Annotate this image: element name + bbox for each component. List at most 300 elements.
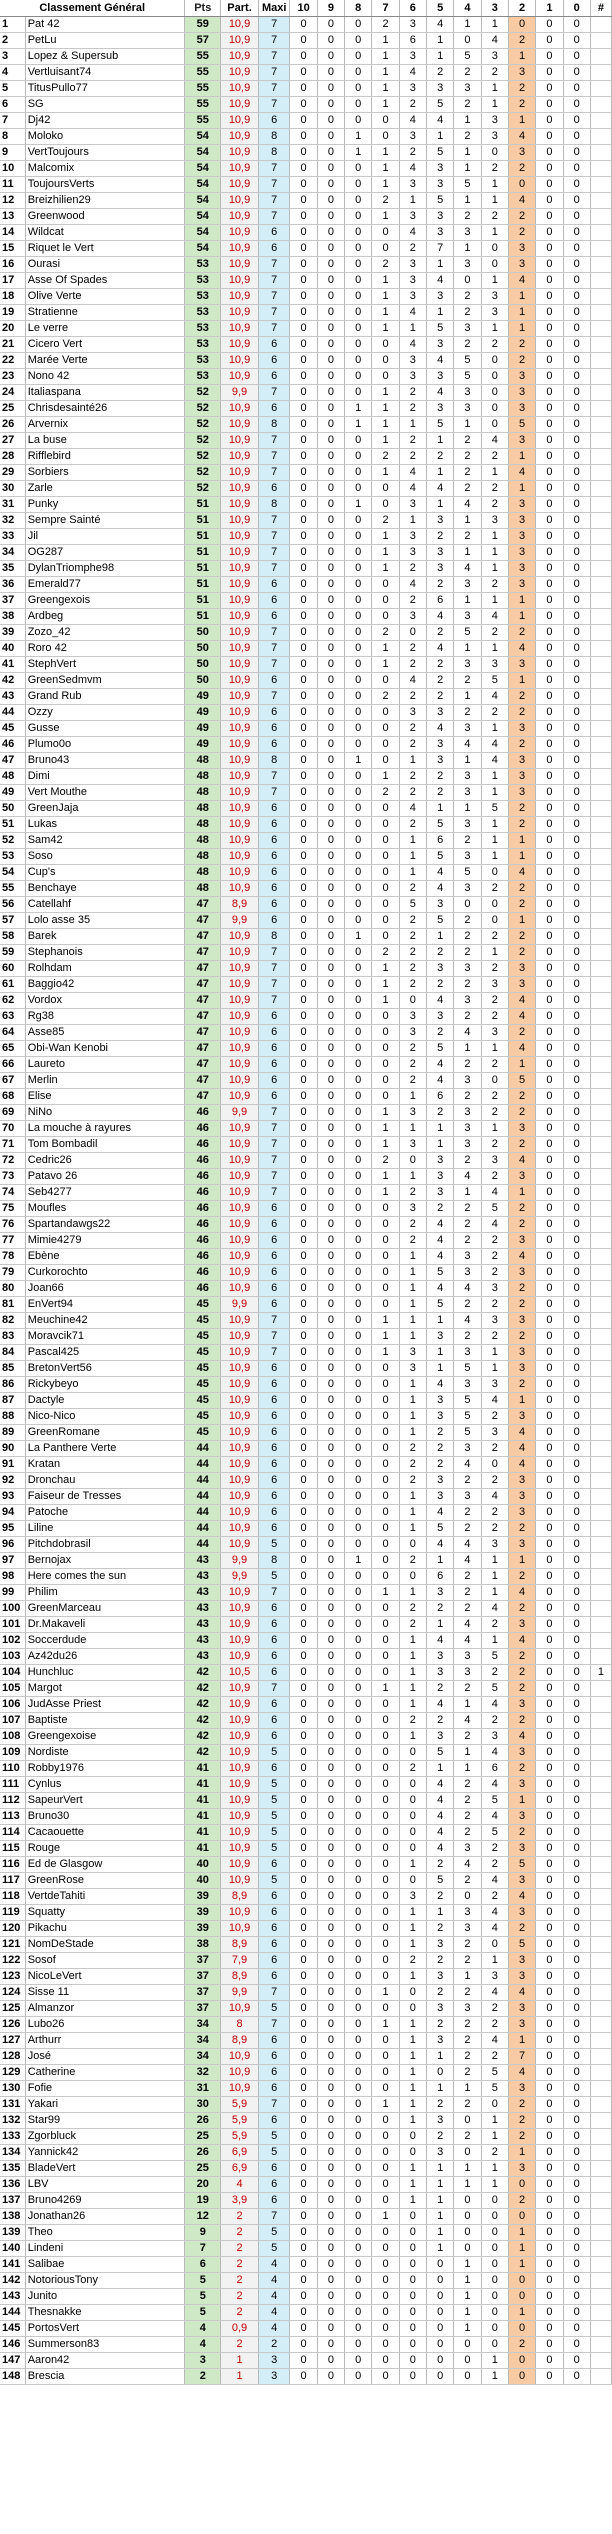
count-8: 0 xyxy=(345,113,372,129)
count-0: 0 xyxy=(563,1713,590,1729)
count-5: 5 xyxy=(427,193,454,209)
count-8: 0 xyxy=(345,2209,372,2225)
maxi-cell: 7 xyxy=(258,1681,290,1697)
count-3: 2 xyxy=(481,1169,508,1185)
count-4: 2 xyxy=(454,2033,481,2049)
rank-cell: 30 xyxy=(0,481,25,497)
count-7: 0 xyxy=(372,497,399,513)
participation-cell: 9,9 xyxy=(221,1553,259,1569)
count-8: 0 xyxy=(345,481,372,497)
count-6: 2 xyxy=(399,1953,426,1969)
count-4: 3 xyxy=(454,849,481,865)
count-10: 0 xyxy=(290,657,317,673)
count-5: 4 xyxy=(427,1697,454,1713)
count-6: 2 xyxy=(399,641,426,657)
count-1: 0 xyxy=(536,177,563,193)
count-7: 0 xyxy=(372,897,399,913)
hash-cell xyxy=(590,1249,611,1265)
count-3: 1 xyxy=(481,545,508,561)
hash-cell xyxy=(590,1969,611,1985)
rank-cell: 31 xyxy=(0,497,25,513)
count-2: 1 xyxy=(508,1793,535,1809)
count-4: 0 xyxy=(454,2353,481,2369)
player-name: Yannick42 xyxy=(25,2145,185,2161)
count-1: 0 xyxy=(536,1585,563,1601)
table-row xyxy=(0,1601,612,1617)
count-5: 1 xyxy=(427,1313,454,1329)
count-8: 0 xyxy=(345,2161,372,2177)
count-9: 0 xyxy=(317,1985,344,2001)
hash-cell xyxy=(590,1905,611,1921)
rank-cell: 20 xyxy=(0,321,25,337)
count-0: 0 xyxy=(563,865,590,881)
hash-cell xyxy=(590,225,611,241)
count-5: 3 xyxy=(427,1473,454,1489)
count-8: 0 xyxy=(345,193,372,209)
maxi-cell: 6 xyxy=(258,865,290,881)
count-10: 0 xyxy=(290,785,317,801)
rank-cell: 34 xyxy=(0,545,25,561)
count-9: 0 xyxy=(317,1857,344,1873)
maxi-cell: 7 xyxy=(258,657,290,673)
rank-cell: 24 xyxy=(0,385,25,401)
count-8: 0 xyxy=(345,1089,372,1105)
count-2: 2 xyxy=(508,2193,535,2209)
count-3: 3 xyxy=(481,1025,508,1041)
maxi-cell: 7 xyxy=(258,625,290,641)
maxi-cell: 6 xyxy=(258,1249,290,1265)
count-10: 0 xyxy=(290,465,317,481)
count-1: 0 xyxy=(536,417,563,433)
points-cell: 44 xyxy=(185,1489,221,1505)
count-4: 3 xyxy=(454,1345,481,1361)
participation-cell: 10,9 xyxy=(221,977,259,993)
count-8: 0 xyxy=(345,2049,372,2065)
count-8: 0 xyxy=(345,833,372,849)
points-cell: 53 xyxy=(185,289,221,305)
count-6: 4 xyxy=(399,305,426,321)
participation-cell: 10,9 xyxy=(221,1441,259,1457)
count-1: 0 xyxy=(536,1633,563,1649)
count-4: 0 xyxy=(454,2209,481,2225)
count-7: 0 xyxy=(372,721,399,737)
maxi-cell: 5 xyxy=(258,1825,290,1841)
maxi-cell: 5 xyxy=(258,2225,290,2241)
count-4: 2 xyxy=(454,2065,481,2081)
rank-cell: 127 xyxy=(0,2033,25,2049)
hash-cell xyxy=(590,2193,611,2209)
points-cell: 46 xyxy=(185,1169,221,1185)
table-row xyxy=(0,225,612,241)
maxi-cell: 6 xyxy=(258,2033,290,2049)
count-0: 0 xyxy=(563,209,590,225)
points-cell: 52 xyxy=(185,417,221,433)
count-8: 0 xyxy=(345,1889,372,1905)
points-cell: 46 xyxy=(185,1217,221,1233)
count-3: 3 xyxy=(481,1969,508,1985)
participation-cell: 10,9 xyxy=(221,1649,259,1665)
table-row xyxy=(0,1361,612,1377)
count-0: 0 xyxy=(563,2161,590,2177)
hash-cell xyxy=(590,2209,611,2225)
participation-cell: 10,9 xyxy=(221,1617,259,1633)
player-name: Zgorbluck xyxy=(25,2129,185,2145)
count-5: 1 xyxy=(427,1361,454,1377)
count-0: 0 xyxy=(563,1537,590,1553)
rank-cell: 56 xyxy=(0,897,25,913)
count-2: 3 xyxy=(508,1745,535,1761)
count-7: 0 xyxy=(372,1009,399,1025)
table-row xyxy=(0,2225,612,2241)
rank-cell: 23 xyxy=(0,369,25,385)
count-3: 3 xyxy=(481,129,508,145)
count-2: 0 xyxy=(508,177,535,193)
points-cell: 51 xyxy=(185,593,221,609)
maxi-cell: 6 xyxy=(258,1089,290,1105)
rank-cell: 7 xyxy=(0,113,25,129)
count-8: 0 xyxy=(345,817,372,833)
count-5: 0 xyxy=(427,2273,454,2289)
count-9: 0 xyxy=(317,2097,344,2113)
count-9: 0 xyxy=(317,2257,344,2273)
count-3: 1 xyxy=(481,2113,508,2129)
count-10: 0 xyxy=(290,1569,317,1585)
hash-cell xyxy=(590,2113,611,2129)
count-8: 0 xyxy=(345,1825,372,1841)
count-9: 0 xyxy=(317,449,344,465)
participation-cell: 1 xyxy=(221,2369,259,2385)
table-row xyxy=(0,1681,612,1697)
count-4: 3 xyxy=(454,225,481,241)
count-10: 0 xyxy=(290,977,317,993)
count-8: 0 xyxy=(345,1345,372,1361)
count-7: 0 xyxy=(372,753,399,769)
count-4: 2 xyxy=(454,1585,481,1601)
player-name: Zozo_42 xyxy=(25,625,185,641)
count-4: 2 xyxy=(454,977,481,993)
count-3: 0 xyxy=(481,2225,508,2241)
maxi-cell: 7 xyxy=(258,529,290,545)
count-9: 0 xyxy=(317,65,344,81)
count-0: 0 xyxy=(563,2033,590,2049)
count-8: 0 xyxy=(345,2353,372,2369)
count-2: 3 xyxy=(508,1265,535,1281)
count-4: 4 xyxy=(454,1457,481,1473)
count-4: 2 xyxy=(454,1985,481,2001)
points-cell: 40 xyxy=(185,1857,221,1873)
count-10: 0 xyxy=(290,929,317,945)
hash-cell xyxy=(590,1537,611,1553)
count-10: 0 xyxy=(290,2113,317,2129)
count-10: 0 xyxy=(290,2129,317,2145)
count-5: 2 xyxy=(427,625,454,641)
points-cell: 26 xyxy=(185,2113,221,2129)
participation-cell: 0,9 xyxy=(221,2321,259,2337)
player-name: Obi-Wan Kenobi xyxy=(25,1041,185,1057)
count-2: 3 xyxy=(508,1121,535,1137)
count-8: 0 xyxy=(345,721,372,737)
participation-cell: 2 xyxy=(221,2257,259,2273)
count-5: 2 xyxy=(427,2129,454,2145)
count-1: 0 xyxy=(536,2369,563,2385)
count-0: 0 xyxy=(563,1985,590,2001)
count-3: 3 xyxy=(481,1281,508,1297)
participation-cell: 10,9 xyxy=(221,1633,259,1649)
count-2: 1 xyxy=(508,2305,535,2321)
count-10: 0 xyxy=(290,1649,317,1665)
player-name: Punky xyxy=(25,497,185,513)
count-9: 0 xyxy=(317,2273,344,2289)
rank-cell: 129 xyxy=(0,2065,25,2081)
points-cell: 30 xyxy=(185,2097,221,2113)
maxi-cell: 7 xyxy=(258,273,290,289)
count-8: 0 xyxy=(345,993,372,1009)
count-6: 1 xyxy=(399,1585,426,1601)
participation-cell: 2 xyxy=(221,2241,259,2257)
count-7: 0 xyxy=(372,2337,399,2353)
count-5: 4 xyxy=(427,1841,454,1857)
count-2: 3 xyxy=(508,529,535,545)
table-row xyxy=(0,1217,612,1233)
table-row xyxy=(0,193,612,209)
count-6: 2 xyxy=(399,1617,426,1633)
rank-cell: 49 xyxy=(0,785,25,801)
count-3: 5 xyxy=(481,1793,508,1809)
player-name: Moravcik71 xyxy=(25,1329,185,1345)
count-4: 2 xyxy=(454,1793,481,1809)
maxi-cell: 6 xyxy=(258,481,290,497)
count-4: 5 xyxy=(454,865,481,881)
count-7: 0 xyxy=(372,1297,399,1313)
count-1: 0 xyxy=(536,865,563,881)
hash-cell xyxy=(590,2049,611,2065)
count-6: 1 xyxy=(399,1489,426,1505)
count-9: 0 xyxy=(317,1425,344,1441)
count-9: 0 xyxy=(317,913,344,929)
count-6: 0 xyxy=(399,2369,426,2385)
count-5: 1 xyxy=(427,1617,454,1633)
count-1: 0 xyxy=(536,1857,563,1873)
points-cell: 37 xyxy=(185,1969,221,1985)
table-row xyxy=(0,753,612,769)
points-cell: 43 xyxy=(185,1585,221,1601)
count-8: 0 xyxy=(345,1633,372,1649)
count-8: 0 xyxy=(345,81,372,97)
count-10: 0 xyxy=(290,1617,317,1633)
count-4: 4 xyxy=(454,1857,481,1873)
count-0: 0 xyxy=(563,481,590,497)
count-1: 0 xyxy=(536,721,563,737)
participation-cell: 10,9 xyxy=(221,641,259,657)
count-9: 0 xyxy=(317,2225,344,2241)
count-6: 0 xyxy=(399,1825,426,1841)
count-1: 0 xyxy=(536,1073,563,1089)
player-name: Meuchine42 xyxy=(25,1313,185,1329)
count-10: 0 xyxy=(290,993,317,1009)
count-9: 0 xyxy=(317,1617,344,1633)
participation-cell: 10,9 xyxy=(221,2001,259,2017)
hash-cell xyxy=(590,1425,611,1441)
count-0: 0 xyxy=(563,849,590,865)
maxi-cell: 6 xyxy=(258,113,290,129)
count-3: 2 xyxy=(481,1713,508,1729)
participation-cell: 10,9 xyxy=(221,785,259,801)
count-4: 3 xyxy=(454,2001,481,2017)
participation-cell: 10,9 xyxy=(221,849,259,865)
count-10: 0 xyxy=(290,1473,317,1489)
maxi-cell: 6 xyxy=(258,353,290,369)
count-8: 0 xyxy=(345,1985,372,2001)
count-5: 5 xyxy=(427,1521,454,1537)
count-2: 1 xyxy=(508,609,535,625)
maxi-cell: 6 xyxy=(258,2177,290,2193)
participation-cell: 10,9 xyxy=(221,817,259,833)
count-7: 0 xyxy=(372,1057,399,1073)
count-10: 0 xyxy=(290,753,317,769)
count-3: 2 xyxy=(481,1889,508,1905)
table-row xyxy=(0,385,612,401)
hash-cell xyxy=(590,2065,611,2081)
count-8: 0 xyxy=(345,177,372,193)
count-0: 0 xyxy=(563,929,590,945)
count-7: 0 xyxy=(372,1633,399,1649)
hash-cell xyxy=(590,561,611,577)
count-9: 0 xyxy=(317,833,344,849)
count-1: 0 xyxy=(536,1377,563,1393)
count-9: 0 xyxy=(317,81,344,97)
maxi-cell: 6 xyxy=(258,1921,290,1937)
count-9: 0 xyxy=(317,945,344,961)
count-10: 0 xyxy=(290,1281,317,1297)
count-0: 0 xyxy=(563,689,590,705)
count-0: 0 xyxy=(563,2193,590,2209)
count-4: 1 xyxy=(454,1041,481,1057)
count-6: 2 xyxy=(399,769,426,785)
count-7: 0 xyxy=(372,1713,399,1729)
count-8: 0 xyxy=(345,801,372,817)
count-3: 4 xyxy=(481,1809,508,1825)
table-row xyxy=(0,1233,612,1249)
count-7: 0 xyxy=(372,2273,399,2289)
count-7: 1 xyxy=(372,1185,399,1201)
count-3: 1 xyxy=(481,849,508,865)
count-2: 3 xyxy=(508,385,535,401)
count-5: 5 xyxy=(427,817,454,833)
count-0: 0 xyxy=(563,577,590,593)
maxi-cell: 7 xyxy=(258,1137,290,1153)
count-1: 0 xyxy=(536,913,563,929)
count-0: 0 xyxy=(563,1329,590,1345)
count-9: 0 xyxy=(317,1569,344,1585)
table-row xyxy=(0,1105,612,1121)
count-3: 2 xyxy=(481,2049,508,2065)
points-cell: 48 xyxy=(185,849,221,865)
count-2: 2 xyxy=(508,1025,535,1041)
count-1: 0 xyxy=(536,1345,563,1361)
player-name: Salibae xyxy=(25,2257,185,2273)
count-1: 0 xyxy=(536,817,563,833)
points-cell: 44 xyxy=(185,1537,221,1553)
count-5: 2 xyxy=(427,1953,454,1969)
participation-cell: 10,9 xyxy=(221,657,259,673)
points-cell: 49 xyxy=(185,737,221,753)
count-1: 0 xyxy=(536,1985,563,2001)
count-2: 2 xyxy=(508,337,535,353)
count-7: 0 xyxy=(372,1409,399,1425)
count-6: 1 xyxy=(399,1409,426,1425)
hash-cell xyxy=(590,1505,611,1521)
count-2: 3 xyxy=(508,785,535,801)
count-8: 1 xyxy=(345,753,372,769)
count-7: 0 xyxy=(372,1425,399,1441)
points-cell: 55 xyxy=(185,49,221,65)
hash-cell xyxy=(590,481,611,497)
count-7: 1 xyxy=(372,769,399,785)
count-9: 0 xyxy=(317,113,344,129)
rank-cell: 59 xyxy=(0,945,25,961)
count-6: 4 xyxy=(399,65,426,81)
rank-cell: 33 xyxy=(0,529,25,545)
maxi-cell: 6 xyxy=(258,2049,290,2065)
maxi-cell: 6 xyxy=(258,1713,290,1729)
rank-cell: 21 xyxy=(0,337,25,353)
count-2: 2 xyxy=(508,1825,535,1841)
count-1: 0 xyxy=(536,833,563,849)
hash-cell xyxy=(590,2145,611,2161)
participation-cell: 10,9 xyxy=(221,161,259,177)
count-10: 0 xyxy=(290,1729,317,1745)
count-7: 1 xyxy=(372,1313,399,1329)
count-0: 0 xyxy=(563,1777,590,1793)
count-4: 2 xyxy=(454,2097,481,2113)
points-cell: 25 xyxy=(185,2129,221,2145)
count-9: 0 xyxy=(317,2369,344,2385)
count-10: 0 xyxy=(290,561,317,577)
player-name: Bruno43 xyxy=(25,753,185,769)
count-2: 0 xyxy=(508,2289,535,2305)
count-8: 0 xyxy=(345,625,372,641)
count-9: 0 xyxy=(317,865,344,881)
points-cell: 20 xyxy=(185,2177,221,2193)
count-10: 0 xyxy=(290,97,317,113)
count-8: 0 xyxy=(345,2241,372,2257)
points-cell: 53 xyxy=(185,257,221,273)
count-2: 2 xyxy=(508,81,535,97)
rank-cell: 75 xyxy=(0,1201,25,1217)
table-row xyxy=(0,273,612,289)
participation-cell: 10,9 xyxy=(221,2065,259,2081)
count-4: 3 xyxy=(454,321,481,337)
count-0: 0 xyxy=(563,1665,590,1681)
rank-cell: 131 xyxy=(0,2097,25,2113)
table-row xyxy=(0,161,612,177)
table-row xyxy=(0,2257,612,2273)
player-name: Dr.Makaveli xyxy=(25,1617,185,1633)
count-0: 0 xyxy=(563,1057,590,1073)
count-2: 3 xyxy=(508,977,535,993)
player-name: DylanTriomphe98 xyxy=(25,561,185,577)
count-1: 0 xyxy=(536,673,563,689)
hash-cell xyxy=(590,1297,611,1313)
count-4: 4 xyxy=(454,1169,481,1185)
count-10: 0 xyxy=(290,1537,317,1553)
count-8: 0 xyxy=(345,513,372,529)
count-10: 0 xyxy=(290,817,317,833)
count-6: 0 xyxy=(399,993,426,1009)
rank-cell: 40 xyxy=(0,641,25,657)
count-0: 0 xyxy=(563,1377,590,1393)
count-5: 2 xyxy=(427,769,454,785)
